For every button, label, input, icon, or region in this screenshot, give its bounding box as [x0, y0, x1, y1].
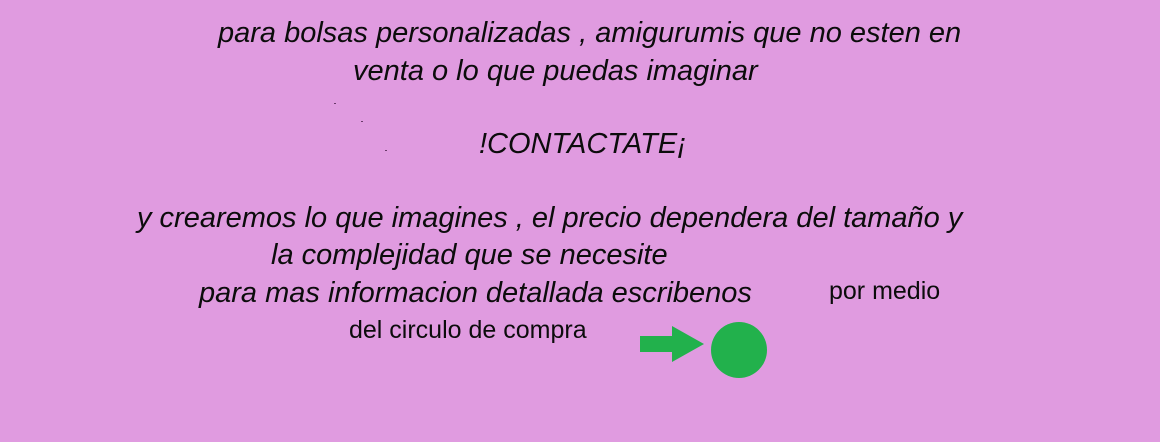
- arrow-right-icon: [640, 326, 706, 362]
- promo-text-line-7: por medio: [829, 277, 941, 305]
- promo-text-line-4: y crearemos lo que imagines , el precio dependera del tamaño y: [137, 202, 963, 234]
- promo-text-line-8: del circulo de compra: [349, 316, 587, 344]
- speck-decoration: [334, 103, 336, 104]
- promo-text-line-2: venta o lo que puedas imaginar: [353, 55, 758, 87]
- purchase-circle-button[interactable]: [711, 322, 767, 378]
- promo-text-line-5: la complejidad que se necesite: [271, 239, 668, 271]
- promo-text-line-1: para bolsas personalizadas , amigurumis que no esten en: [218, 17, 962, 49]
- speck-decoration: [361, 121, 363, 122]
- contact-headline: !CONTACTATE¡: [479, 128, 687, 160]
- promo-text-line-6: para mas informacion detallada escribenos: [199, 277, 752, 309]
- speck-decoration: [385, 150, 387, 151]
